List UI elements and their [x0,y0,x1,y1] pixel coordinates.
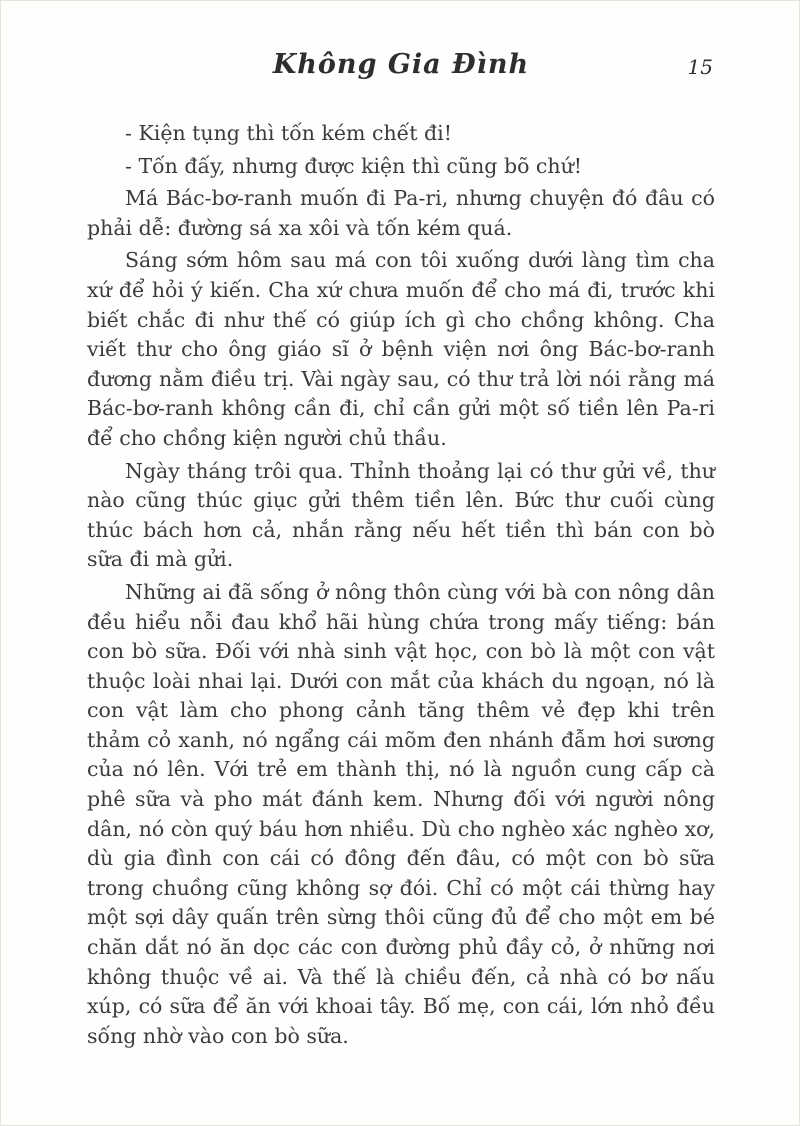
dialogue-line-2: - Tốn đấy, nhưng được kiện thì cũng bõ chứ! [125,153,583,178]
dialogue-line-1: - Kiện tụng thì tốn kém chết đi! [125,121,452,145]
book-title: Không Gia Đình [272,49,530,80]
paragraph-4: Những ai đã sống ở nông thôn cùng với bà con nông dân đều hiểu nỗi đau khổ hãi hùng chứa trong mấy tiếng: bán con bò sữa. Đối với nhà sinh vật học, con bò là một con vật thuộc loài nhai lại. Dưới con mắt của khách du ngoạn, nó là con vật làm cho phong cảnh tăng thêm vẻ đẹp khi trên thảm cỏ xanh, nó ngẩng cái mõm đen nhánh đẫm hơi sương của nó lên. Với trẻ em thành thị, nó là nguồn cung cấp cà phê sữa và pho mát đánh kem. Nhưng đối với người nông dân, nó còn quý báu hơn nhiều. Dù cho nghèo xác nghèo xơ, dù gia đình con cái có đông đến đâu, có một con bò sữa trong chuồng cũng không sợ đói. Chỉ có một cái thừng hay một sợi dây quấn trên sừng thôi cũng đủ để cho một em bé chăn dắt nó ăn dọc các con đường phủ đầy cỏ, ở những nơi không thuộc về ai. Và thế là chiều đến, cả nhà có bơ nấu xúp, có sữa để ăn với khoai tây. Bố mẹ, con cái, lớn nhỏ đều sống nhờ vào con bò sữa. [87,579,715,1048]
paragraph-1: Má Bác-bơ-ranh muốn đi Pa-ri, nhưng chuyện đó đâu có phải dễ: đường sá xa xôi và tốn kém quá. [87,186,715,240]
page-body [87,119,715,1051]
paragraph-2: Sáng sớm hôm sau má con tôi xuống dưới làng tìm cha xứ để hỏi ý kiến. Cha xứ chưa muốn để cho má đi, trước khi biết chắc đi như thế có giúp ích gì cho chồng không. Cha viết thư cho ông giáo sĩ ở bệnh viện nơi ông Bác-bơ-ranh đương nằm điều trị. Vài ngày sau, có thư trả lời nói rằng má Bác-bơ-ranh không cần đi, chỉ cần gửi một số tiền lên Pa-ri để cho chồng kiện người chủ thầu. [87,248,715,450]
paragraph-3: Ngày tháng trôi qua. Thỉnh thoảng lại có thư gửi về, thư nào cũng thúc giục gửi thêm tiền lên. Bức thư cuối cùng thúc bách hơn cả, nhắn rằng nếu hết tiền thì bán con bò sữa đi mà gửi. [87,458,715,572]
page-header [87,49,715,93]
page-number: 15 [687,55,713,79]
